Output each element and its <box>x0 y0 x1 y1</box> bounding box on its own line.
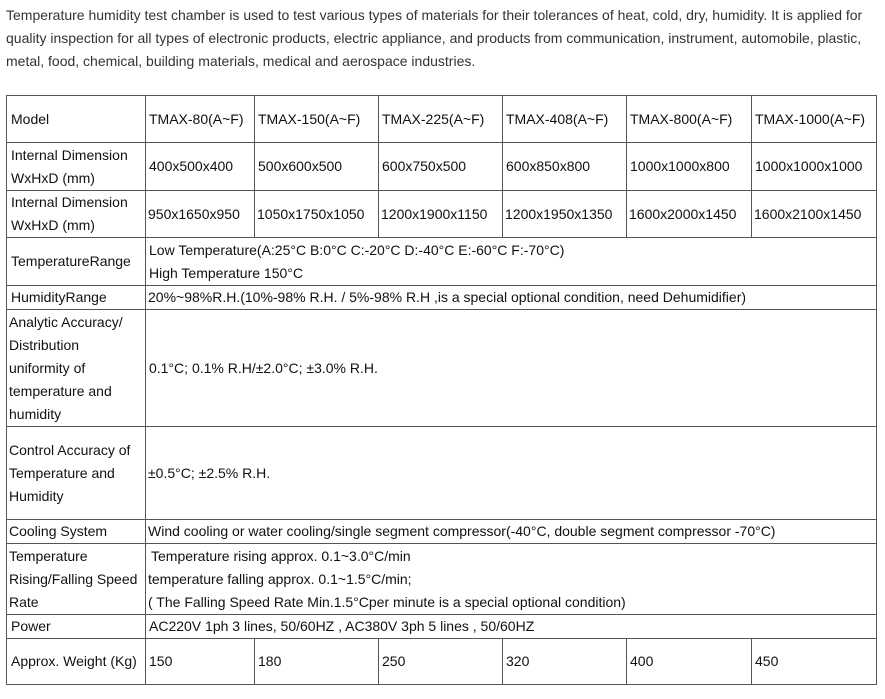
table-cell: 1050x1750x1050 <box>255 191 379 238</box>
spec-table <box>6 95 877 685</box>
table-cell: TMAX-800(A~F) <box>627 96 752 143</box>
table-cell: 1600x2100x1450 <box>752 191 877 238</box>
row-label-cooling-system: Cooling System <box>7 520 146 544</box>
table-row-temperature-range <box>7 238 877 286</box>
low-temperature-text: Low Temperature(A:25°C B:0°C C:-20°C D:-40°C E:-60°C F:-70°C) <box>149 241 565 258</box>
row-label-model: Model <box>7 96 146 143</box>
row-label-power: Power <box>7 615 146 639</box>
table-cell: 400 <box>627 639 752 685</box>
table-cell: 150 <box>146 639 255 685</box>
row-label-analytic-accuracy: Analytic Accuracy/ Distribution uniformity of temperature and humidity <box>7 310 146 427</box>
row-label-temperature-range: TemperatureRange <box>7 238 146 286</box>
falling-rate-text: temperature falling approx. 0.1~1.5°C/min; <box>148 570 412 587</box>
temperature-range-cell <box>146 238 877 286</box>
row-label-internal-dimension: Internal Dimension WxHxD (mm) <box>7 143 146 191</box>
table-row-speed-rate <box>7 544 877 615</box>
table-row-control-accuracy <box>7 427 877 520</box>
table-row-external-dimension <box>7 191 877 238</box>
row-label-speed-rate: Temperature Rising/Falling Speed Rate <box>7 544 146 615</box>
table-row-power <box>7 615 877 639</box>
table-cell: 1200x1950x1350 <box>503 191 627 238</box>
power-cell: AC220V 1ph 3 lines, 50/60HZ , AC380V 3ph 5 lines , 50/60HZ <box>146 615 877 639</box>
row-label-external-dimension: Internal Dimension WxHxD (mm) <box>7 191 146 238</box>
table-cell: 320 <box>503 639 627 685</box>
table-cell: TMAX-408(A~F) <box>503 96 627 143</box>
table-cell: 1000x1000x1000 <box>752 143 877 191</box>
high-temperature-text: High Temperature 150°C <box>149 264 303 281</box>
table-cell: 1200x1900x1150 <box>379 191 503 238</box>
analytic-accuracy-cell: 0.1°C; 0.1% R.H/±2.0°C; ±3.0% R.H. <box>146 310 877 427</box>
table-row-model <box>7 96 877 143</box>
table-cell: 250 <box>379 639 503 685</box>
falling-rate-note: ( The Falling Speed Rate Min.1.5°Cper minute is a special optional condition) <box>148 593 626 610</box>
table-cell: 600x750x500 <box>379 143 503 191</box>
table-cell: 600x850x800 <box>503 143 627 191</box>
row-label-weight: Approx. Weight (Kg) <box>7 639 146 685</box>
table-row-cooling-system <box>7 520 877 544</box>
table-cell: 450 <box>752 639 877 685</box>
control-accuracy-cell: ±0.5°C; ±2.5% R.H. <box>146 427 877 520</box>
cooling-system-cell: Wind cooling or water cooling/single segment compressor(-40°C, double segment compressor -70°C) <box>146 520 877 544</box>
intro-paragraph: Temperature humidity test chamber is used to test various types of materials for their tolerances of heat, cold, dry, humidity. It is applied for quality inspection for all types of electronic products, electric appliance, and products from communication, instrument, automobile, plastic, metal, food, chemical, building materials, medical and aerospace industries. <box>6 7 863 69</box>
table-cell: TMAX-150(A~F) <box>255 96 379 143</box>
table-cell: TMAX-225(A~F) <box>379 96 503 143</box>
table-cell: 1600x2000x1450 <box>627 191 752 238</box>
row-label-humidity-range: HumidityRange <box>7 286 146 310</box>
speed-rate-cell <box>146 544 877 615</box>
table-row-humidity-range <box>7 286 877 310</box>
table-cell: TMAX-80(A~F) <box>146 96 255 143</box>
rising-rate-text: Temperature rising approx. 0.1~3.0°C/min <box>151 547 411 564</box>
table-cell: 500x600x500 <box>255 143 379 191</box>
table-row-analytic-accuracy <box>7 310 877 427</box>
table-cell: 400x500x400 <box>146 143 255 191</box>
row-label-control-accuracy: Control Accuracy of Temperature and Humidity <box>7 427 146 520</box>
table-row-internal-dimension <box>7 143 877 191</box>
table-row-weight <box>7 639 877 685</box>
humidity-range-cell: 20%~98%R.H.(10%-98% R.H. / 5%-98% R.H ,is a special optional condition, need Dehumidifier) <box>146 286 877 310</box>
table-cell: 1000x1000x800 <box>627 143 752 191</box>
table-cell: 950x1650x950 <box>146 191 255 238</box>
table-cell: 180 <box>255 639 379 685</box>
table-cell: TMAX-1000(A~F) <box>752 96 877 143</box>
